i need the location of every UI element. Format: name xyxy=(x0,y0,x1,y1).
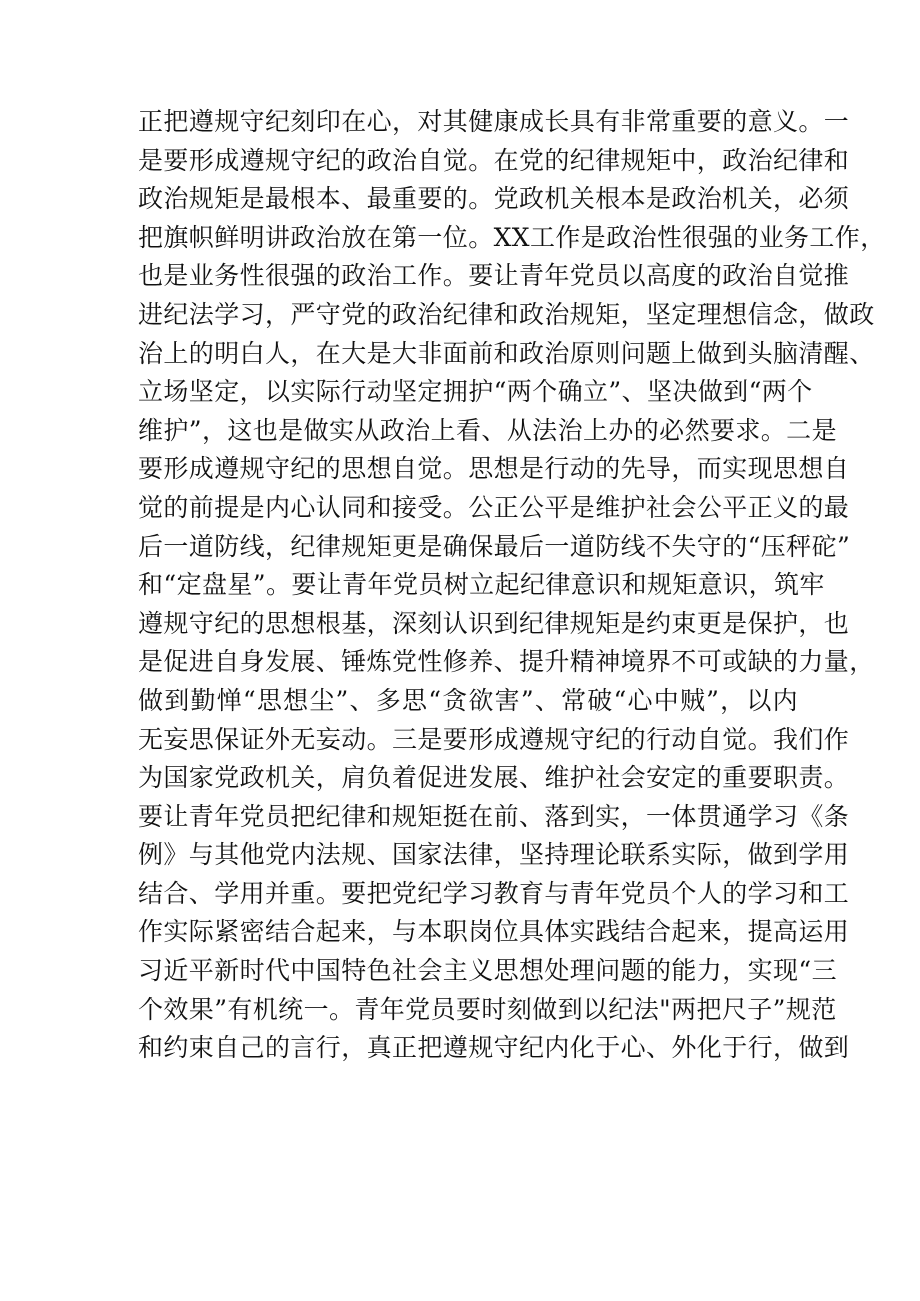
text-line: 要形成遵规守纪的思想自觉。思想是行动的先导，而实现思想自 xyxy=(138,454,850,484)
text-line: 要让青年党员把纪律和规矩挺在前、落到实，一体贯通学习《条 xyxy=(138,801,850,831)
text-line: 和“定盘星”。要让青年党员树立起纪律意识和规矩意识，筑牢 xyxy=(138,570,825,600)
text-line: 做到勤惮“思想尘”、多思“贪欲害”、常破“心中贼”，以内 xyxy=(138,685,798,715)
text-line: 结合、学用并重。要把党纪学习教育与青年党员个人的学习和工 xyxy=(138,878,850,908)
text-line: 治上的明白人，在大是大非面前和政治原则问题上做到头脑清醒、 xyxy=(138,338,875,368)
text-line: 为国家党政机关，肩负着促进发展、维护社会安定的重要职责。 xyxy=(138,763,850,793)
text-line: 把旗帜鲜明讲政治放在第一位。XX工作是政治性很强的业务工作， xyxy=(138,222,886,252)
text-line: 进纪法学习，严守党的政治纪律和政治规矩，坚定理想信念，做政 xyxy=(138,299,875,329)
text-line: 习近平新时代中国特色社会主义思想处理问题的能力，实现“三 xyxy=(138,956,837,986)
text-line: 例》与其他党内法规、国家法律，坚持理论联系实际，做到学用 xyxy=(138,840,850,870)
text-line: 立场坚定，以实际行动坚定拥护“两个确立”、坚决做到“两个 xyxy=(138,377,813,407)
text-line: 后一道防线，纪律规矩更是确保最后一道防线不失守的“压秤砣” xyxy=(138,531,851,561)
text-line: 无妄思保证外无妄动。三是要形成遵规守纪的行动自觉。我们作 xyxy=(138,724,850,754)
text-line: 觉的前提是内心认同和接受。公正公平是维护社会公平正义的最 xyxy=(138,492,850,522)
text-line: 也是业务性很强的政治工作。要让青年党员以高度的政治自觉推 xyxy=(138,261,850,291)
text-line: 和约束自己的言行，真正把遵规守纪内化于心、外化于行，做到 xyxy=(138,1033,850,1063)
text-line: 维护”，这也是做实从政治上看、从法治上办的必然要求。二是 xyxy=(138,415,837,445)
text-line: 作实际紧密结合起来，与本职岗位具体实践结合起来，提高运用 xyxy=(138,917,850,947)
body-paragraph xyxy=(138,103,886,1068)
text-line: 个效果”有机统一。青年党员要时刻做到以纪法"两把尺子”规范 xyxy=(138,994,837,1024)
text-line: 政治规矩是最根本、最重要的。党政机关根本是政治机关，必须 xyxy=(138,184,850,214)
text-line: 是要形成遵规守纪的政治自觉。在党的纪律规矩中，政治纪律和 xyxy=(138,145,850,175)
text-line: 是促进自身发展、锤炼党性修养、提升精神境界不可或缺的力量， xyxy=(138,647,875,677)
text-line: 遵规守纪的思想根基，深刻认识到纪律规矩是约束更是保护，也 xyxy=(138,608,850,638)
text-line: 正把遵规守纪刻印在心，对其健康成长具有非常重要的意义。一 xyxy=(138,107,850,136)
